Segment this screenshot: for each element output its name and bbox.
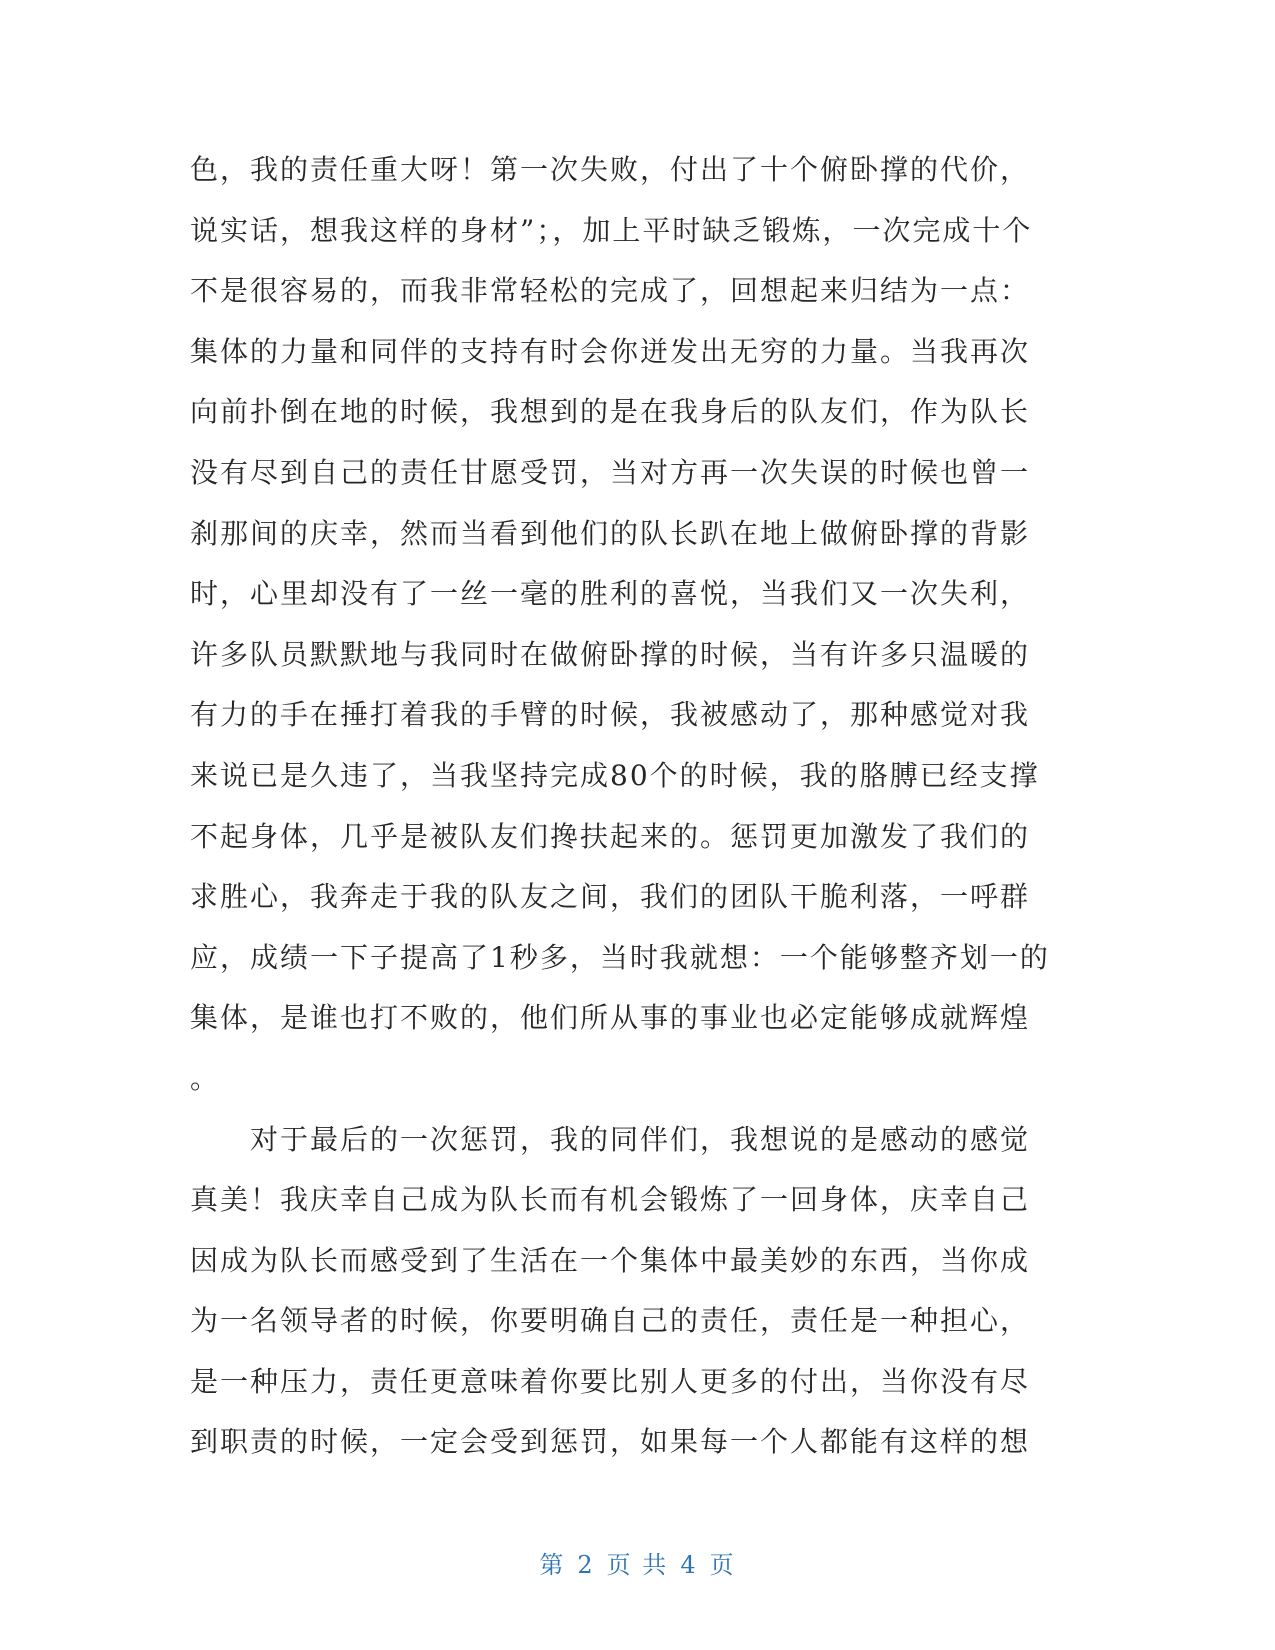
total-page-number: 4 <box>680 1551 698 1579</box>
current-page-number: 2 <box>577 1551 595 1579</box>
text-line: 到职责的时候，一定会受到惩罚，如果每一个人都能有这样的想 <box>190 1425 1031 1459</box>
body-text <box>190 140 1070 1473</box>
text-line: 集体的力量和同伴的支持有时会你迸发出无穷的力量。当我再次 <box>190 334 1031 368</box>
text-line: 不起身体，几乎是被队友们搀扶起来的。惩罚更加激发了我们的 <box>190 819 1031 853</box>
footer-middle: 页 共 <box>606 1551 669 1579</box>
text-line: 为一名领导者的时候，你要明确自己的责任，责任是一种担心， <box>190 1304 1031 1338</box>
text-line: 许多队员默默地与我同时在做俯卧撑的时候，当有许多只温暖的 <box>190 637 1031 671</box>
text-line: 是一种压力，责任更意味着你要比别人更多的付出，当你没有尽 <box>190 1364 1031 1398</box>
text-line: 说实话，想我这样的身材”；，加上平时缺乏锻炼，一次完成十个 <box>190 213 1033 247</box>
text-line: 来说已是久违了，当我坚持完成80个的时候，我的胳膊已经支撑 <box>190 758 1040 792</box>
text-line: 真美！我庆幸自己成为队长而有机会锻炼了一回身体，庆幸自己 <box>190 1183 1031 1217</box>
text-line: 有力的手在捶打着我的手臂的时候，我被感动了，那种感觉对我 <box>190 698 1031 732</box>
text-line: 因成为队长而感受到了生活在一个集体中最美妙的东西，当你成 <box>190 1243 1031 1277</box>
text-line: 向前扑倒在地的时候，我想到的是在我身后的队友们，作为队长 <box>190 395 1031 429</box>
text-line: 时，心里却没有了一丝一毫的胜利的喜悦，当我们又一次失利， <box>190 577 1031 611</box>
text-line: 集体，是谁也打不败的，他们所从事的事业也必定能够成就辉煌 <box>190 1001 1031 1035</box>
text-line: 求胜心，我奔走于我的队友之间，我们的团队干脆利落，一呼群 <box>190 880 1031 914</box>
paragraph-first-line: 对于最后的一次惩罚，我的同伴们，我想说的是感动的感觉 <box>250 1122 1031 1156</box>
text-line: 刹那间的庆幸，然而当看到他们的队长趴在地上做俯卧撑的背影 <box>190 516 1031 550</box>
text-line: 没有尽到自己的责任甘愿受罚，当对方再一次失误的时候也曾一 <box>190 455 1031 489</box>
footer-prefix: 第 <box>539 1551 566 1579</box>
text-line: 应，成绩一下子提高了1秒多，当时我就想：一个能够整齐划一的 <box>190 940 1050 974</box>
text-line: 。 <box>190 1061 221 1095</box>
text-line: 色，我的责任重大呀！第一次失败，付出了十个俯卧撑的代价， <box>190 153 1031 186</box>
page-footer <box>0 1545 1275 1580</box>
footer-suffix: 页 <box>709 1551 736 1579</box>
text-line: 不是很容易的，而我非常轻松的完成了，回想起来归结为一点： <box>190 274 1031 308</box>
